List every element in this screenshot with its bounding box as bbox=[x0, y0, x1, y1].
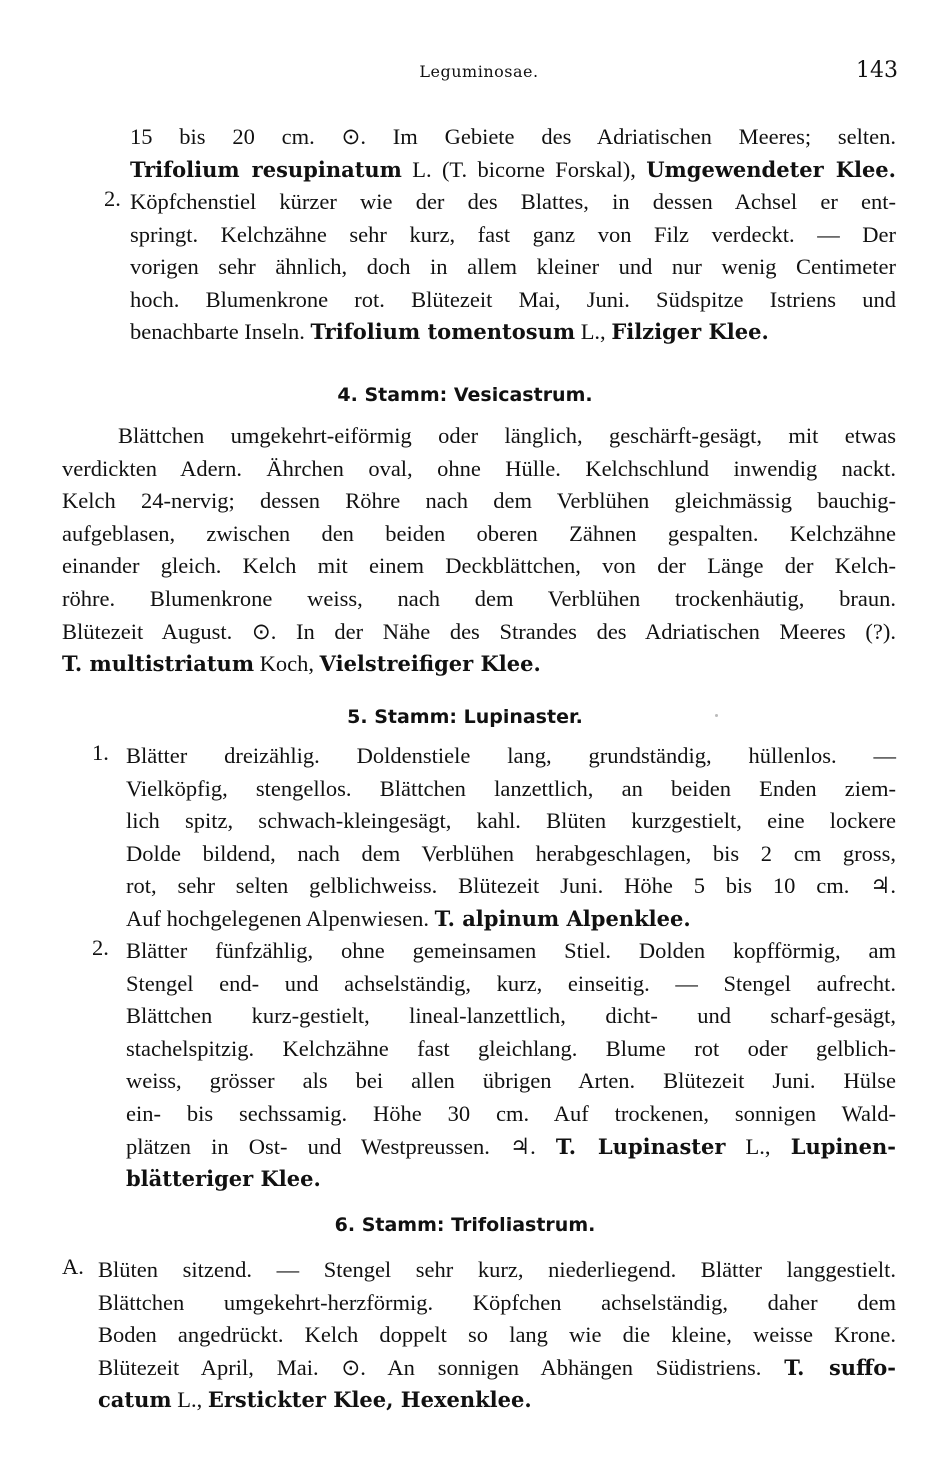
page-header bbox=[60, 58, 898, 92]
item-number: 1. bbox=[92, 740, 109, 765]
text-span: Blütezeit April, Mai. ⊙. An sonnigen Abhängen Südistriens. bbox=[98, 1354, 785, 1380]
text-line: einander gleich. Kelch mit einem Deckblättchen, von der Länge der Kelch- bbox=[62, 553, 896, 579]
text-line: ein- bis sechssamig. Höhe 30 cm. Auf trockenen, sonnigen Wald- bbox=[126, 1100, 896, 1126]
paper-speck bbox=[715, 714, 718, 717]
text-line bbox=[98, 1384, 896, 1417]
text-line: Blättchen umgekehrt-eiförmig oder länglich, geschärft-gesägt, mit etwas bbox=[118, 423, 896, 448]
species-name: T. multistriatum bbox=[62, 651, 255, 677]
text-line: Blätter dreizählig. Doldenstiele lang, grundständig, hüllenlos. — bbox=[126, 743, 896, 768]
intro-paragraph bbox=[130, 121, 896, 186]
species-name: Trifolium tomentosum bbox=[310, 319, 576, 345]
text-line: Blättchen umgekehrt-herzförmig. Köpfchen achselständig, daher dem bbox=[98, 1289, 896, 1315]
text-line: Vielköpfig, stengellos. Blättchen lanzettlich, an beiden Enden ziem- bbox=[126, 775, 896, 801]
section-heading-stamm-4: 4. Stamm: Vesicastrum. bbox=[337, 384, 593, 406]
text-span: benachbarte Inseln. bbox=[130, 319, 311, 345]
text-line: Boden angedrückt. Kelch doppelt so lang wie die kleine, weisse Krone. bbox=[98, 1322, 896, 1348]
text-line: 15 bis 20 cm. ⊙. Im Gebiete des Adriatischen Meeres; selten. bbox=[130, 124, 896, 149]
species-name: Trifolium resupinatum bbox=[130, 156, 402, 182]
text-line: Blütezeit August. ⊙. In der Nähe des Strandes des Adriatischen Meeres (?). bbox=[62, 618, 896, 644]
text-line: hoch. Blumenkrone rot. Blütezeit Mai, Juni. Südspitze Istriens und bbox=[130, 286, 896, 312]
text-line: Blätter fünfzählig, ohne gemeinsamen Stiel. Dolden kopfförmig, am bbox=[126, 938, 896, 963]
text-line: rot, sehr selten gelblichweiss. Blütezeit Juni. Höhe 5 bis 10 cm. ♃. bbox=[126, 873, 896, 899]
text-line bbox=[62, 648, 896, 681]
section-heading-stamm-6: 6. Stamm: Trifoliastrum. bbox=[334, 1214, 596, 1236]
text-span: L., bbox=[725, 1133, 791, 1159]
page-number: 143 bbox=[856, 58, 898, 83]
text-line: weiss, grösser als bei allen übrigen Arten. Blütezeit Juni. Hülse bbox=[126, 1068, 896, 1094]
text-span: L., bbox=[171, 1387, 208, 1413]
text-line: Stengel end- und achselständig, kurz, einseitig. — Stengel aufrecht. bbox=[126, 970, 896, 996]
stamm-5-item-1 bbox=[126, 740, 896, 936]
text-line: aufgeblasen, zwischen den beiden oberen Zähnen gespalten. Kelchzähne bbox=[62, 520, 896, 546]
item-number: 2. bbox=[104, 186, 121, 211]
stamm-6-item-a bbox=[98, 1254, 896, 1417]
text-line: lich spitz, schwach-kleingesägt, kahl. Blüten kurzgestielt, eine lockere bbox=[126, 808, 896, 834]
stamm-5-item-2 bbox=[126, 935, 896, 1196]
text-span: Koch, bbox=[254, 651, 320, 677]
species-name: catum bbox=[98, 1387, 172, 1413]
text-line bbox=[126, 1131, 896, 1164]
text-line: Blättchen kurz-gestielt, lineal-lanzettlich, dicht- und scharf-gesägt, bbox=[126, 1003, 896, 1029]
species-name: T. Lupinaster bbox=[555, 1133, 726, 1159]
item-2-paragraph bbox=[130, 186, 896, 349]
common-name: Erstickter Klee, Hexenklee. bbox=[207, 1387, 532, 1413]
text-span: L., bbox=[575, 319, 612, 345]
stamm-4-paragraph bbox=[62, 420, 896, 681]
text-line: Dolde bildend, nach dem Verblühen herabgeschlagen, bis 2 cm gross, bbox=[126, 840, 896, 866]
running-head: Leguminosae. bbox=[419, 62, 539, 81]
text-line: Blüten sitzend. — Stengel sehr kurz, niederliegend. Blätter langgestielt. bbox=[98, 1257, 896, 1282]
common-name: Filziger Klee. bbox=[611, 319, 769, 345]
text-line bbox=[130, 316, 896, 349]
text-line: stachelspitzig. Kelchzähne fast gleichlang. Blume rot oder gelblich- bbox=[126, 1035, 896, 1061]
text-span: plätzen in Ost- und Westpreussen. ♃. bbox=[126, 1133, 556, 1159]
common-name: Umgewendeter Klee. bbox=[646, 156, 896, 182]
text-line: röhre. Blumenkrone weiss, nach dem Verblühen trockenhäutig, braun. bbox=[62, 585, 896, 611]
text-line bbox=[126, 1163, 896, 1196]
item-letter: A. bbox=[62, 1254, 84, 1279]
text-line: vorigen sehr ähnlich, doch in allem kleiner und nur wenig Centimeter bbox=[130, 254, 896, 280]
item-number: 2. bbox=[92, 935, 109, 960]
text-line: Kelch 24-nervig; dessen Röhre nach dem Verblühen gleichmässig bauchig- bbox=[62, 488, 896, 514]
species-name: T. alpinum Alpenklee. bbox=[434, 905, 691, 931]
text-line bbox=[126, 903, 896, 936]
text-line bbox=[130, 154, 896, 187]
text-line: Köpfchenstiel kürzer wie der des Blattes, in dessen Achsel er ent- bbox=[130, 189, 896, 214]
common-name: blätteriger Klee. bbox=[126, 1166, 321, 1192]
text-line: verdickten Adern. Ährchen oval, ohne Hülle. Kelchschlund inwendig nackt. bbox=[62, 455, 896, 481]
text-line bbox=[98, 1352, 896, 1385]
section-heading-stamm-5: 5. Stamm: Lupinaster. bbox=[347, 706, 583, 728]
common-name: Lupinen- bbox=[790, 1133, 896, 1159]
text-line: springt. Kelchzähne sehr kurz, fast ganz von Filz verdeckt. — Der bbox=[130, 221, 896, 247]
species-name: T. suffo- bbox=[784, 1354, 897, 1380]
text-span: L. (T. bicorne Forskal), bbox=[401, 156, 647, 182]
text-span: Auf hochgelegenen Alpenwiesen. bbox=[126, 905, 435, 931]
common-name: Vielstreifiger Klee. bbox=[319, 651, 541, 677]
